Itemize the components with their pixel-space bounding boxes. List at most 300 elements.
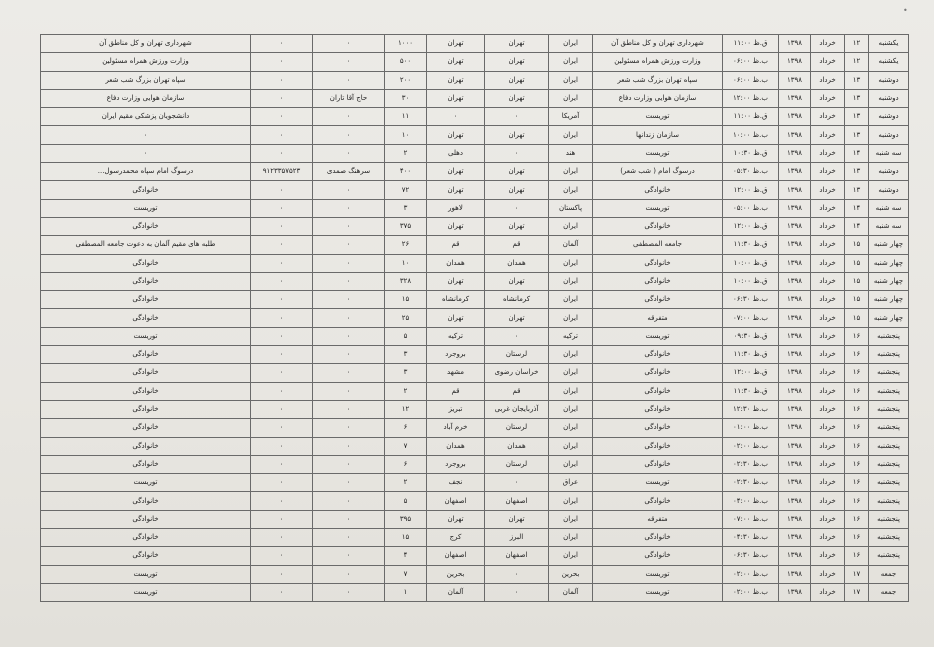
cell-country: ایران xyxy=(549,492,593,510)
cell-count: ۳۹۵ xyxy=(385,510,427,528)
cell-agent: ۰ xyxy=(313,217,385,235)
table-row xyxy=(41,108,909,126)
cell-country: ایران xyxy=(549,217,593,235)
cell-day: پنجشنبه xyxy=(869,492,909,510)
cell-province: تهران xyxy=(485,272,549,290)
cell-org: جامعه المصطفی xyxy=(593,236,723,254)
table-row xyxy=(41,492,909,510)
cell-note: دانشجویان پزشکی مقیم ایران xyxy=(41,108,251,126)
cell-month: خرداد xyxy=(811,419,845,437)
cell-time: ق.ظ ۱۱:۰۰ xyxy=(723,35,779,53)
cell-day: چهار شنبه xyxy=(869,291,909,309)
cell-d: ۱۷ xyxy=(845,583,869,601)
cell-time: ب.ظ ۰۲:۳۰ xyxy=(723,455,779,473)
cell-city: تهران xyxy=(427,510,485,528)
cell-city: تبریز xyxy=(427,400,485,418)
cell-country: ایران xyxy=(549,346,593,364)
cell-province: ۰ xyxy=(485,474,549,492)
cell-note: توریست xyxy=(41,327,251,345)
cell-province: اصفهان xyxy=(485,492,549,510)
cell-org: خانوادگی xyxy=(593,291,723,309)
cell-day: پنجشنبه xyxy=(869,474,909,492)
cell-agent: ۰ xyxy=(313,400,385,418)
cell-agent: ۰ xyxy=(313,547,385,565)
cell-province: ۰ xyxy=(485,199,549,217)
cell-org: درسوگ امام ( شب شعر) xyxy=(593,163,723,181)
cell-org: توریست xyxy=(593,583,723,601)
cell-org: خانوادگی xyxy=(593,382,723,400)
cell-time: ب.ظ ۰۶:۳۰ xyxy=(723,291,779,309)
cell-year: ۱۳۹۸ xyxy=(779,291,811,309)
cell-org: خانوادگی xyxy=(593,437,723,455)
cell-count: ۴۰۰ xyxy=(385,163,427,181)
cell-year: ۱۳۹۸ xyxy=(779,71,811,89)
cell-province: لرستان xyxy=(485,419,549,437)
cell-agent: ۰ xyxy=(313,181,385,199)
cell-month: خرداد xyxy=(811,455,845,473)
cell-province: تهران xyxy=(485,53,549,71)
cell-time: ب.ظ ۱۲:۰۰ xyxy=(723,89,779,107)
cell-province: تهران xyxy=(485,71,549,89)
cell-d: ۱۵ xyxy=(845,272,869,290)
cell-time: ق.ظ ۱۲:۰۰ xyxy=(723,217,779,235)
table-row xyxy=(41,291,909,309)
cell-month: خرداد xyxy=(811,547,845,565)
table-row xyxy=(41,163,909,181)
cell-city: قم xyxy=(427,236,485,254)
cell-org: خانوادگی xyxy=(593,455,723,473)
cell-province: تهران xyxy=(485,163,549,181)
cell-d: ۱۶ xyxy=(845,382,869,400)
table-body xyxy=(41,35,909,602)
cell-country: ایران xyxy=(549,547,593,565)
cell-d: ۱۶ xyxy=(845,529,869,547)
cell-note: خانوادگی xyxy=(41,217,251,235)
cell-country: ایران xyxy=(549,163,593,181)
table-row xyxy=(41,35,909,53)
cell-day: چهار شنبه xyxy=(869,309,909,327)
cell-year: ۱۳۹۸ xyxy=(779,272,811,290)
cell-month: خرداد xyxy=(811,400,845,418)
visits-table xyxy=(40,34,909,602)
cell-day: پنجشنبه xyxy=(869,382,909,400)
cell-day: پنجشنبه xyxy=(869,510,909,528)
cell-phone: ۹۱۲۳۳۵۷۵۲۳ xyxy=(251,163,313,181)
cell-count: ۴ xyxy=(385,547,427,565)
cell-agent: ۰ xyxy=(313,144,385,162)
cell-org: وزارت ورزش همراه مسئولین xyxy=(593,53,723,71)
cell-agent: ۰ xyxy=(313,455,385,473)
cell-time: ق.ظ ۱۱:۰۰ xyxy=(723,108,779,126)
cell-org: خانوادگی xyxy=(593,492,723,510)
cell-month: خرداد xyxy=(811,327,845,345)
cell-month: خرداد xyxy=(811,529,845,547)
cell-day: پنجشنبه xyxy=(869,364,909,382)
cell-note: طلبه های مقیم آلمان به دعوت جامعه المصطفی xyxy=(41,236,251,254)
cell-org: خانوادگی xyxy=(593,400,723,418)
cell-note: خانوادگی xyxy=(41,437,251,455)
cell-city: اصفهان xyxy=(427,492,485,510)
cell-count: ۱۱ xyxy=(385,108,427,126)
cell-count: ۷۲ xyxy=(385,181,427,199)
cell-month: خرداد xyxy=(811,382,845,400)
cell-phone: ۰ xyxy=(251,144,313,162)
cell-org: خانوادگی xyxy=(593,364,723,382)
cell-city: تهران xyxy=(427,35,485,53)
cell-month: خرداد xyxy=(811,144,845,162)
cell-day: سه شنبه xyxy=(869,199,909,217)
cell-note: شهرداری تهران و کل مناطق آن xyxy=(41,35,251,53)
cell-d: ۱۵ xyxy=(845,309,869,327)
cell-org: سازمان هوایی وزارت دفاع xyxy=(593,89,723,107)
cell-year: ۱۳۹۸ xyxy=(779,547,811,565)
cell-country: ایران xyxy=(549,181,593,199)
cell-agent: ۰ xyxy=(313,437,385,455)
cell-d: ۱۶ xyxy=(845,547,869,565)
cell-city: مشهد xyxy=(427,364,485,382)
cell-day: پنجشنبه xyxy=(869,327,909,345)
table-row xyxy=(41,309,909,327)
cell-time: ق.ظ ۱۰:۰۰ xyxy=(723,272,779,290)
cell-d: ۱۶ xyxy=(845,327,869,345)
cell-country: ایران xyxy=(549,254,593,272)
cell-year: ۱۳۹۸ xyxy=(779,181,811,199)
cell-note: سازمان هوایی وزارت دفاع xyxy=(41,89,251,107)
cell-count: ۳۷۵ xyxy=(385,217,427,235)
cell-org: سازمان زندانها xyxy=(593,126,723,144)
cell-country: ایران xyxy=(549,419,593,437)
cell-city: تهران xyxy=(427,126,485,144)
cell-year: ۱۳۹۸ xyxy=(779,53,811,71)
cell-note: سپاه تهران بزرگ شب شعر xyxy=(41,71,251,89)
cell-agent: ۰ xyxy=(313,529,385,547)
cell-month: خرداد xyxy=(811,53,845,71)
cell-phone: ۰ xyxy=(251,529,313,547)
cell-time: ب.ظ ۰۲:۳۰ xyxy=(723,474,779,492)
cell-agent: ۰ xyxy=(313,327,385,345)
cell-city: نجف xyxy=(427,474,485,492)
cell-note: توریست xyxy=(41,583,251,601)
cell-city: همدان xyxy=(427,254,485,272)
cell-city: بروجرد xyxy=(427,346,485,364)
cell-province: آذربایجان غربی xyxy=(485,400,549,418)
cell-phone: ۰ xyxy=(251,492,313,510)
cell-org: خانوادگی xyxy=(593,529,723,547)
cell-day: پنجشنبه xyxy=(869,400,909,418)
cell-country: عراق xyxy=(549,474,593,492)
cell-month: خرداد xyxy=(811,272,845,290)
cell-country: ایران xyxy=(549,53,593,71)
cell-count: ۱۵ xyxy=(385,529,427,547)
cell-country: ایران xyxy=(549,309,593,327)
cell-agent: ۰ xyxy=(313,71,385,89)
cell-d: ۱۲ xyxy=(845,53,869,71)
cell-time: ق.ظ ۱۰:۰۰ xyxy=(723,254,779,272)
cell-d: ۱۳ xyxy=(845,108,869,126)
cell-province: همدان xyxy=(485,254,549,272)
cell-year: ۱۳۹۸ xyxy=(779,455,811,473)
cell-year: ۱۳۹۸ xyxy=(779,144,811,162)
cell-year: ۱۳۹۸ xyxy=(779,254,811,272)
cell-d: ۱۶ xyxy=(845,400,869,418)
cell-year: ۱۳۹۸ xyxy=(779,382,811,400)
cell-year: ۱۳۹۸ xyxy=(779,437,811,455)
cell-city: آلمان xyxy=(427,583,485,601)
cell-city: اصفهان xyxy=(427,547,485,565)
cell-city: خرم آباد xyxy=(427,419,485,437)
cell-province: تهران xyxy=(485,181,549,199)
cell-year: ۱۳۹۸ xyxy=(779,492,811,510)
cell-org: متفرقه xyxy=(593,309,723,327)
cell-count: ۷ xyxy=(385,565,427,583)
cell-note: خانوادگی xyxy=(41,455,251,473)
cell-time: ب.ظ ۰۱:۰۰ xyxy=(723,419,779,437)
cell-agent: ۰ xyxy=(313,346,385,364)
cell-province: ۰ xyxy=(485,565,549,583)
cell-province: تهران xyxy=(485,510,549,528)
cell-agent: ۰ xyxy=(313,53,385,71)
cell-city: تهران xyxy=(427,309,485,327)
cell-province: قم xyxy=(485,236,549,254)
cell-org: سپاه تهران بزرگ شب شعر xyxy=(593,71,723,89)
cell-year: ۱۳۹۸ xyxy=(779,364,811,382)
cell-day: پنجشنبه xyxy=(869,529,909,547)
cell-note: ۰ xyxy=(41,126,251,144)
cell-count: ۱۲ xyxy=(385,400,427,418)
cell-d: ۱۶ xyxy=(845,474,869,492)
cell-province: اصفهان xyxy=(485,547,549,565)
cell-agent: ۰ xyxy=(313,382,385,400)
table-row xyxy=(41,437,909,455)
cell-city: کرمانشاه xyxy=(427,291,485,309)
cell-count: ۱۵ xyxy=(385,291,427,309)
cell-count: ۳۲۸ xyxy=(385,272,427,290)
cell-time: ب.ظ ۱۰:۰۰ xyxy=(723,126,779,144)
cell-month: خرداد xyxy=(811,126,845,144)
table-row xyxy=(41,419,909,437)
cell-month: خرداد xyxy=(811,236,845,254)
cell-province: خراسان رضوی xyxy=(485,364,549,382)
cell-d: ۱۳ xyxy=(845,163,869,181)
cell-org: خانوادگی xyxy=(593,254,723,272)
cell-country: ایران xyxy=(549,364,593,382)
cell-org: خانوادگی xyxy=(593,547,723,565)
cell-count: ۳ xyxy=(385,364,427,382)
cell-province: البرز xyxy=(485,529,549,547)
cell-phone: ۰ xyxy=(251,272,313,290)
cell-province: کرمانشاه xyxy=(485,291,549,309)
table-row xyxy=(41,126,909,144)
cell-d: ۱۳ xyxy=(845,71,869,89)
cell-d: ۱۳ xyxy=(845,126,869,144)
cell-count: ۲۵ xyxy=(385,309,427,327)
cell-month: خرداد xyxy=(811,254,845,272)
cell-day: دوشنبه xyxy=(869,181,909,199)
cell-year: ۱۳۹۸ xyxy=(779,309,811,327)
cell-country: ایران xyxy=(549,382,593,400)
cell-agent: ۰ xyxy=(313,199,385,217)
cell-time: ب.ظ ۰۲:۰۰ xyxy=(723,565,779,583)
table-row xyxy=(41,53,909,71)
cell-phone: ۰ xyxy=(251,108,313,126)
cell-day: چهار شنبه xyxy=(869,272,909,290)
cell-phone: ۰ xyxy=(251,199,313,217)
cell-month: خرداد xyxy=(811,309,845,327)
table-row xyxy=(41,400,909,418)
cell-year: ۱۳۹۸ xyxy=(779,199,811,217)
cell-note: ۰ xyxy=(41,144,251,162)
cell-day: یکشنبه xyxy=(869,35,909,53)
cell-month: خرداد xyxy=(811,346,845,364)
table-row xyxy=(41,272,909,290)
cell-org: شهرداری تهران و کل مناطق آن xyxy=(593,35,723,53)
cell-city: بروجرد xyxy=(427,455,485,473)
cell-month: خرداد xyxy=(811,217,845,235)
cell-province: ۰ xyxy=(485,108,549,126)
cell-time: ق.ظ ۱۱:۳۰ xyxy=(723,236,779,254)
cell-time: ب.ظ ۰۲:۰۰ xyxy=(723,583,779,601)
table-row xyxy=(41,565,909,583)
cell-d: ۱۳ xyxy=(845,181,869,199)
cell-province: قم xyxy=(485,382,549,400)
cell-day: دوشنبه xyxy=(869,71,909,89)
cell-phone: ۰ xyxy=(251,419,313,437)
cell-month: خرداد xyxy=(811,35,845,53)
cell-note: خانوادگی xyxy=(41,382,251,400)
cell-country: ایران xyxy=(549,437,593,455)
cell-city: تهران xyxy=(427,53,485,71)
cell-day: پنجشنبه xyxy=(869,547,909,565)
cell-time: ق.ظ ۱۱:۳۰ xyxy=(723,346,779,364)
cell-agent: ۰ xyxy=(313,236,385,254)
cell-city: تهران xyxy=(427,181,485,199)
cell-phone: ۰ xyxy=(251,382,313,400)
cell-year: ۱۳۹۸ xyxy=(779,327,811,345)
cell-phone: ۰ xyxy=(251,400,313,418)
cell-count: ۲۶ xyxy=(385,236,427,254)
cell-month: خرداد xyxy=(811,181,845,199)
cell-city: بحرین xyxy=(427,565,485,583)
cell-count: ۳ xyxy=(385,199,427,217)
cell-phone: ۰ xyxy=(251,565,313,583)
cell-country: ایران xyxy=(549,291,593,309)
cell-day: دوشنبه xyxy=(869,89,909,107)
cell-year: ۱۳۹۸ xyxy=(779,510,811,528)
cell-d: ۱۳ xyxy=(845,89,869,107)
cell-time: ب.ظ ۰۴:۰۰ xyxy=(723,492,779,510)
cell-month: خرداد xyxy=(811,492,845,510)
cell-country: ایران xyxy=(549,89,593,107)
table-row xyxy=(41,547,909,565)
cell-province: تهران xyxy=(485,217,549,235)
cell-time: ب.ظ ۰۶:۰۰ xyxy=(723,71,779,89)
cell-d: ۱۵ xyxy=(845,236,869,254)
cell-month: خرداد xyxy=(811,364,845,382)
cell-count: ۶ xyxy=(385,455,427,473)
cell-country: هند xyxy=(549,144,593,162)
cell-country: ایران xyxy=(549,510,593,528)
cell-country: آمریکا xyxy=(549,108,593,126)
cell-city: قم xyxy=(427,382,485,400)
cell-count: ۳ xyxy=(385,346,427,364)
cell-province: همدان xyxy=(485,437,549,455)
cell-city: کرج xyxy=(427,529,485,547)
cell-agent: ۰ xyxy=(313,419,385,437)
cell-phone: ۰ xyxy=(251,346,313,364)
cell-d: ۱۴ xyxy=(845,199,869,217)
cell-month: خرداد xyxy=(811,108,845,126)
cell-phone: ۰ xyxy=(251,309,313,327)
cell-city: تهران xyxy=(427,217,485,235)
cell-org: توریست xyxy=(593,108,723,126)
cell-d: ۱۴ xyxy=(845,144,869,162)
cell-province: تهران xyxy=(485,309,549,327)
cell-count: ۷ xyxy=(385,437,427,455)
table-row xyxy=(41,199,909,217)
cell-country: ایران xyxy=(549,35,593,53)
cell-org: متفرقه xyxy=(593,510,723,528)
cell-agent: ۰ xyxy=(313,492,385,510)
table-row xyxy=(41,71,909,89)
cell-year: ۱۳۹۸ xyxy=(779,474,811,492)
cell-count: ۵۰۰ xyxy=(385,53,427,71)
cell-month: خرداد xyxy=(811,163,845,181)
cell-d: ۱۶ xyxy=(845,492,869,510)
table-row xyxy=(41,583,909,601)
cell-agent: ۰ xyxy=(313,35,385,53)
table-row xyxy=(41,236,909,254)
cell-note: خانوادگی xyxy=(41,419,251,437)
cell-phone: ۰ xyxy=(251,437,313,455)
cell-day: پنجشنبه xyxy=(869,419,909,437)
cell-day: دوشنبه xyxy=(869,163,909,181)
table-row xyxy=(41,254,909,272)
cell-note: توریست xyxy=(41,199,251,217)
cell-org: خانوادگی xyxy=(593,272,723,290)
cell-count: ۱ xyxy=(385,583,427,601)
cell-phone: ۰ xyxy=(251,291,313,309)
table-row xyxy=(41,529,909,547)
cell-year: ۱۳۹۸ xyxy=(779,163,811,181)
cell-d: ۱۶ xyxy=(845,346,869,364)
cell-month: خرداد xyxy=(811,510,845,528)
corner-mark: • xyxy=(903,6,908,15)
cell-count: ۱۰ xyxy=(385,126,427,144)
cell-agent: ۰ xyxy=(313,309,385,327)
cell-d: ۱۶ xyxy=(845,364,869,382)
cell-phone: ۰ xyxy=(251,35,313,53)
cell-phone: ۰ xyxy=(251,510,313,528)
cell-agent: سرهنگ صمدی xyxy=(313,163,385,181)
cell-city: تهران xyxy=(427,89,485,107)
cell-time: ق.ظ ۰۹:۳۰ xyxy=(723,327,779,345)
cell-city: همدان xyxy=(427,437,485,455)
cell-org: خانوادگی xyxy=(593,346,723,364)
cell-agent: ۰ xyxy=(313,364,385,382)
cell-org: خانوادگی xyxy=(593,419,723,437)
cell-province: ۰ xyxy=(485,144,549,162)
cell-phone: ۰ xyxy=(251,71,313,89)
table-row xyxy=(41,474,909,492)
cell-country: پاکستان xyxy=(549,199,593,217)
cell-country: بحرین xyxy=(549,565,593,583)
cell-country: ایران xyxy=(549,126,593,144)
cell-note: خانوادگی xyxy=(41,181,251,199)
cell-phone: ۰ xyxy=(251,547,313,565)
cell-d: ۱۶ xyxy=(845,510,869,528)
cell-phone: ۰ xyxy=(251,53,313,71)
cell-day: سه شنبه xyxy=(869,144,909,162)
